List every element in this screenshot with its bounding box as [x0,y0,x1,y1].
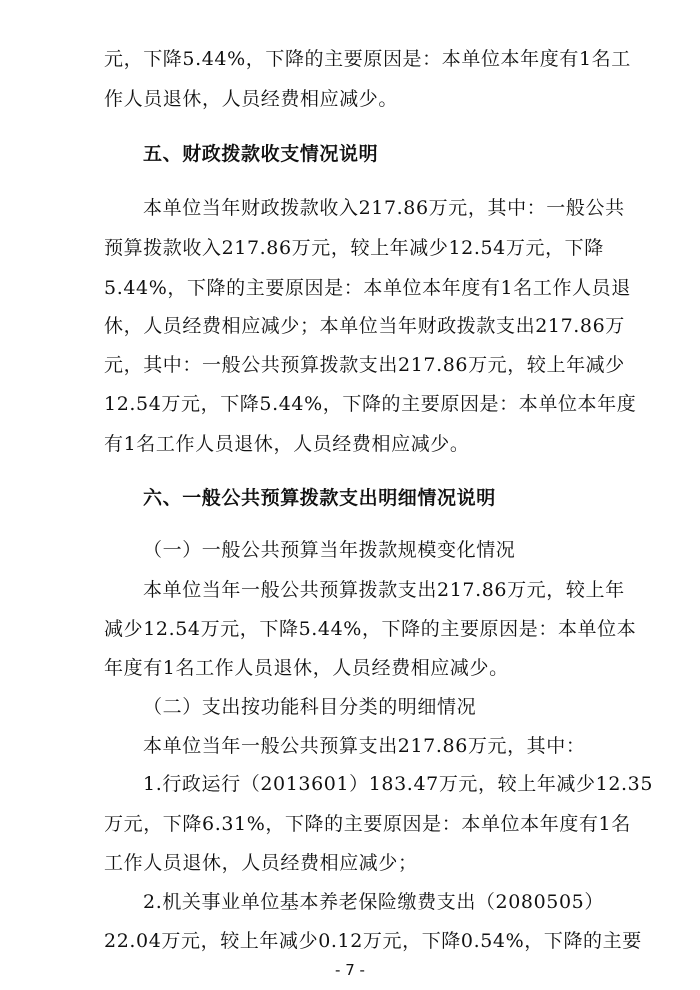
subsection-heading-2: （二）支出按功能科目分类的明细情况 [143,696,477,718]
subsection-heading-1: （一）一般公共预算当年拨款规模变化情况 [143,539,516,561]
paragraph-line: 作人员退休，人员经费相应减少。 [104,88,399,110]
paragraph-line: 有1名工作人员退休，人员经费相应减少。 [104,433,470,455]
paragraph-line: 元，下降5.44%，下降的主要原因是：本单位本年度有1名工 [104,48,631,70]
paragraph-line: 12.54万元，下降5.44%，下降的主要原因是：本单位本年度 [104,393,637,415]
page-number: - 7 - [335,961,365,979]
paragraph-line: 本单位当年财政拨款收入217.86万元，其中：一般公共 [143,197,625,219]
list-item-2: 2.机关事业单位基本养老保险缴费支出（2080505） [143,891,604,913]
section-heading-6: 六、一般公共预算拨款支出明细情况说明 [143,487,496,509]
list-item-1: 1.行政运行（2013601）183.47万元，较上年减少12.35 [143,773,654,795]
section-heading-5: 五、财政拨款收支情况说明 [143,143,379,165]
paragraph-line: 休，人员经费相应减少；本单位当年财政拨款支出217.86万 [104,315,625,337]
paragraph-line: 本单位当年一般公共预算支出217.86万元，其中： [143,735,586,757]
paragraph-line: 5.44%，下降的主要原因是：本单位本年度有1名工作人员退 [104,277,631,299]
paragraph-line: 万元，下降6.31%，下降的主要原因是：本单位本年度有1名 [104,813,631,835]
paragraph-line: 年度有1名工作人员退休，人员经费相应减少。 [104,657,509,679]
paragraph-line: 本单位当年一般公共预算拨款支出217.86万元，较上年 [143,579,625,601]
paragraph-line: 减少12.54万元，下降5.44%，下降的主要原因是：本单位本 [104,618,637,640]
paragraph-line: 元，其中：一般公共预算拨款支出217.86万元，较上年减少 [104,354,625,376]
paragraph-line: 预算拨款收入217.86万元，较上年减少12.54万元，下降 [104,237,604,259]
paragraph-line: 工作人员退休，人员经费相应减少； [104,852,418,874]
paragraph-line: 22.04万元，较上年减少0.12万元，下降0.54%，下降的主要 [104,930,642,952]
